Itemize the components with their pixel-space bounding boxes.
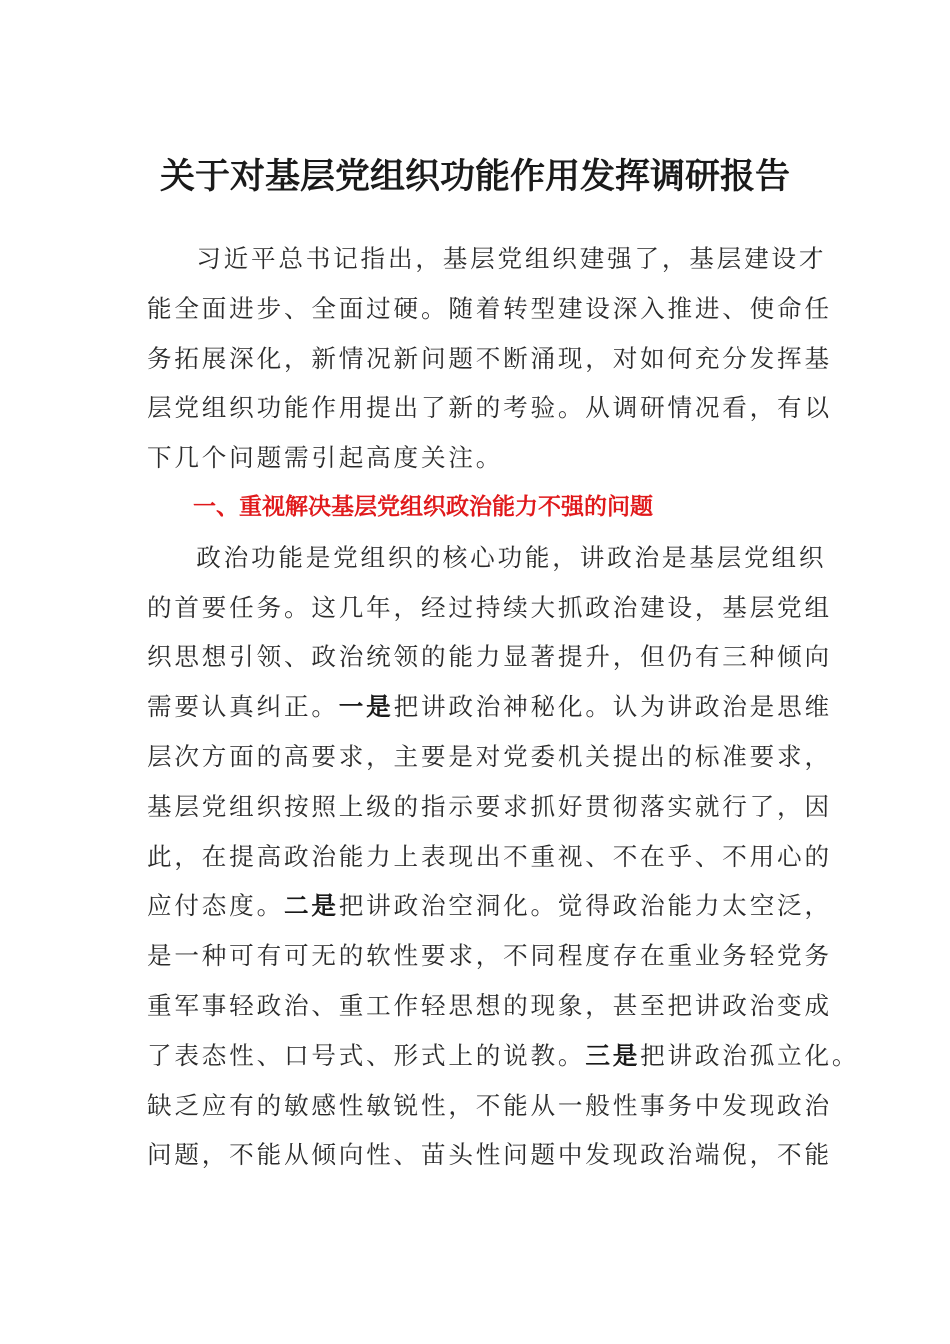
intro-line: 层党组织功能作用提出了新的考验。从调研情况看，有以: [147, 393, 832, 423]
intro-line: 务拓展深化，新情况新问题不断涌现，对如何充分发挥基: [147, 343, 832, 373]
lead-marker: 一是: [338, 692, 394, 722]
section-paragraph: [147, 533, 860, 1180]
section-line: 应付态度。二是把讲政治空洞化。觉得政治能力太空泛，: [147, 891, 832, 921]
lead-marker: 三是: [585, 1040, 641, 1070]
intro-line: 习近平总书记指出，基层党组织建强了，基层建设才: [196, 244, 827, 273]
intro-line: 下几个问题需引起高度关注。: [147, 443, 504, 473]
document-body: [147, 234, 860, 1180]
lead-marker: 二是: [283, 891, 339, 921]
section-line: 问题，不能从倾向性、苗头性问题中发现政治端倪，不能: [147, 1140, 832, 1170]
section-line: 缺乏应有的敏感性敏锐性，不能从一般性事务中发现政治: [147, 1090, 832, 1120]
section-line: 基层党组织按照上级的指示要求抓好贯彻落实就行了，因: [147, 791, 832, 821]
section-line: 政治功能是党组织的核心功能，讲政治是基层党组织: [196, 542, 827, 572]
section-line: 此，在提高政治能力上表现出不重视、不在乎、不用心的: [147, 841, 832, 871]
section-line: 织思想引领、政治统领的能力显著提升，但仍有三种倾向: [147, 642, 832, 672]
section-line: 了表态性、口号式、形式上的说教。三是把讲政治孤立化。: [147, 1040, 860, 1070]
section-line: 是一种可有可无的软性要求，不同程度存在重业务轻党务: [147, 941, 832, 971]
section-line: 的首要任务。这几年，经过持续大抓政治建设，基层党组: [147, 592, 832, 622]
intro-line: 能全面进步、全面过硬。随着转型建设深入推进、使命任: [147, 293, 832, 323]
document-title: 关于对基层党组织功能作用发挥调研报告: [159, 156, 790, 197]
section-line: 层次方面的高要求，主要是对党委机关提出的标准要求，: [147, 741, 832, 771]
section-line: 需要认真纠正。一是把讲政治神秘化。认为讲政治是思维: [147, 692, 832, 722]
section-line: 重军事轻政治、重工作轻思想的现象，甚至把讲政治变成: [147, 990, 832, 1020]
intro-paragraph: [147, 234, 832, 483]
section-heading: 一、重视解决基层党组织政治能力不强的问题: [193, 493, 653, 520]
